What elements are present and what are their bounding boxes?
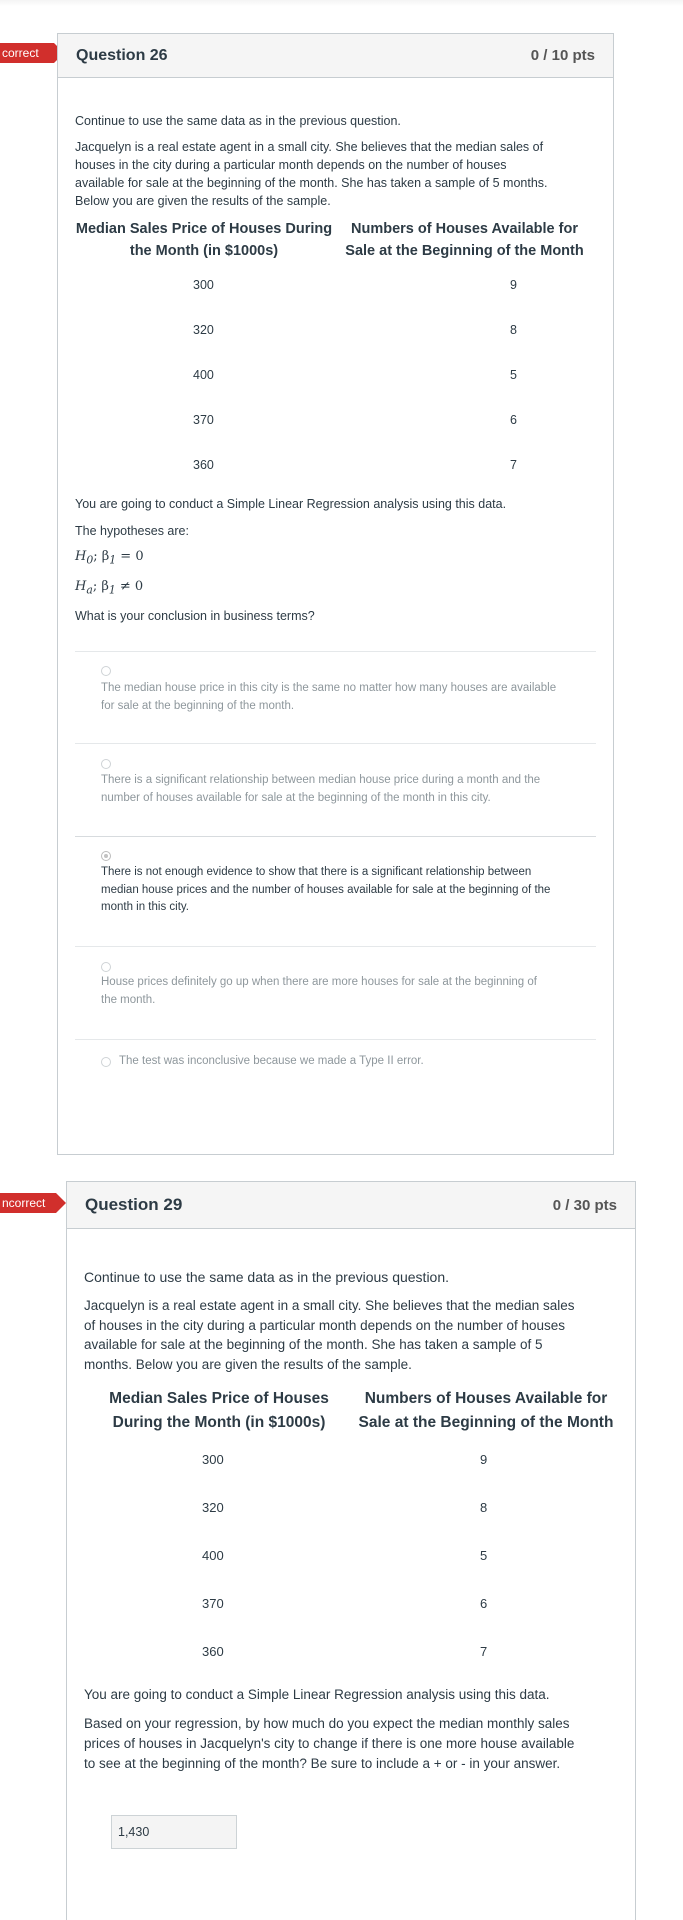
math-part: = 0 [116, 549, 144, 564]
hypotheses-label: The hypotheses are: [75, 524, 189, 538]
table-row [75, 397, 596, 442]
price-cell: 370 [193, 412, 214, 427]
table-row [84, 1531, 618, 1579]
intro-text: Continue to use the same data as in the previous question. [75, 114, 401, 128]
header-line: Sale at the Beginning of the Month [358, 1414, 614, 1431]
table-row [84, 1627, 618, 1675]
question-title: Question 29 [85, 1195, 183, 1214]
price-cell: 400 [202, 1547, 224, 1563]
header-line: the Month (in $1000s) [129, 243, 279, 259]
question-26-card [57, 33, 614, 1155]
incorrect-badge [0, 43, 54, 63]
houses-cell: 8 [510, 322, 517, 337]
answer-text [101, 974, 591, 1009]
analysis-text: You are going to conduct a Simple Linear Regression analysis using this data. [84, 1687, 550, 1702]
answer-line: number of houses available for sale at the beginning of the month in this city. [101, 791, 491, 804]
math-sub: 1 [108, 583, 116, 597]
answer-list [75, 651, 596, 1039]
table-row [84, 1435, 618, 1483]
houses-cell: 9 [510, 277, 517, 292]
houses-cell: 7 [480, 1643, 488, 1659]
scenario-line: houses in the city during a particular month depends on the number of houses [75, 158, 507, 172]
null-hypothesis: $H_0$; $\beta_1 = 0$ [75, 549, 144, 567]
answer-line: month in this city. [101, 901, 189, 913]
column-header-houses [333, 218, 596, 262]
top-shadow [0, 0, 683, 6]
answer-text [101, 680, 591, 715]
answer-option[interactable] [75, 743, 596, 836]
houses-cell: 5 [510, 367, 517, 382]
table-row [75, 352, 596, 397]
incorrect-badge-label: correct [2, 46, 39, 60]
analysis-text: You are going to conduct a Simple Linear Regression analysis using this data. [75, 497, 507, 511]
price-cell: 360 [202, 1643, 224, 1659]
question-29-card [66, 1181, 636, 1920]
data-table [75, 218, 596, 487]
question-line: prices of houses in Jacquelyn's city to change if there is one more house available [84, 1736, 575, 1751]
incorrect-badge [0, 1193, 56, 1213]
math-sub: 1 [109, 553, 117, 567]
scenario-line: available for sale at the beginning of the month. She has taken a sample of 5 months. [75, 176, 548, 190]
price-cell: 320 [202, 1499, 224, 1515]
question-title: Question 26 [76, 46, 168, 64]
price-cell: 370 [202, 1595, 224, 1611]
header-line: Sale at the Beginning of the Month [345, 243, 584, 259]
table-row [75, 442, 596, 487]
math-part: ≠ 0 [115, 579, 144, 594]
price-cell: 300 [202, 1451, 224, 1467]
table-row [75, 307, 596, 352]
header-line: Median Sales Price of Houses During [75, 221, 333, 237]
radio-button-selected[interactable] [101, 851, 111, 861]
question-line: Based on your regression, by how much do you expect the median monthly sales [84, 1716, 570, 1731]
alternative-hypothesis: $H_a$; $\beta_1 \ne 0$ [75, 579, 144, 597]
answer-option[interactable] [75, 651, 596, 743]
answer-line: the month. [101, 993, 156, 1006]
houses-cell: 9 [480, 1451, 488, 1467]
incorrect-badge-label: ncorrect [2, 1196, 46, 1210]
answer-area [84, 1774, 618, 1854]
answer-text [101, 864, 591, 917]
table-row [75, 262, 596, 307]
math-sub: a [86, 583, 93, 597]
scenario-line: available for sale at the beginning of the month. She has taken a sample of 5 [84, 1337, 543, 1352]
answer-option[interactable] [75, 946, 596, 1038]
price-cell: 400 [193, 367, 214, 382]
question-prompt: What is your conclusion in business terms? [75, 609, 315, 623]
question-line: to see at the beginning of the month? Be sure to include a + or - in your answer. [84, 1756, 561, 1771]
price-cell: 320 [193, 322, 214, 337]
scenario-line: Below you are given the results of the sample. [75, 194, 331, 208]
answer-text: The test was inconclusive because we made a Type II error. [119, 1055, 424, 1067]
question-points: 0 / 10 pts [530, 47, 595, 64]
scenario-line: of houses in the city during a particular month depends on the number of houses [84, 1317, 566, 1333]
header-line: Numbers of Houses Available for [364, 1390, 608, 1407]
radio-button[interactable] [101, 962, 111, 972]
price-cell: 300 [193, 277, 214, 292]
table-row [84, 1579, 618, 1627]
question-points: 0 / 30 pts [552, 1196, 617, 1214]
price-cell: 360 [193, 457, 214, 472]
houses-cell: 5 [480, 1547, 488, 1563]
header-line: Median Sales Price of Houses [109, 1390, 329, 1407]
answer-line: The median house price in this city is the same no matter how many houses are available [101, 682, 557, 694]
question-29-header [67, 1182, 635, 1229]
regression-question [84, 1714, 618, 1774]
header-line: Numbers of Houses Available for [351, 221, 578, 237]
answer-line: median house prices and the number of houses available for sale at the beginning of the [101, 883, 551, 896]
scenario-line: Jacquelyn is a real estate agent in a small city. She believes that the median sales of [75, 140, 544, 154]
answer-line: for sale at the beginning of the month. [101, 699, 295, 712]
question-26-header [58, 34, 613, 78]
math-part: ; β [93, 549, 110, 564]
table-row [84, 1483, 618, 1531]
question-26-body [58, 112, 613, 1093]
scenario-line: months. Below you are given the results of the sample. [84, 1356, 412, 1372]
table-header-row [84, 1387, 618, 1435]
header-line: During the Month (in $1000s) [112, 1414, 326, 1431]
answer-input[interactable]: 1,430 [111, 1815, 237, 1849]
houses-cell: 7 [510, 457, 517, 472]
houses-cell: 6 [510, 412, 517, 427]
scenario-line: Jacquelyn is a real estate agent in a small city. She believes that the median sales [84, 1298, 575, 1313]
answer-line: There is not enough evidence to show that there is a significant relationship between [101, 866, 532, 878]
radio-button[interactable] [101, 1057, 111, 1067]
answer-line: There is a significant relationship between median house price during a month and the [101, 774, 541, 786]
radio-button[interactable] [101, 666, 111, 676]
houses-cell: 8 [480, 1499, 488, 1515]
table-header-row [75, 218, 596, 262]
scenario-text [75, 138, 596, 210]
answer-option[interactable] [75, 1039, 596, 1093]
answer-line: House prices definitely go up when there are more houses for sale at the beginning of [101, 976, 537, 988]
radio-button[interactable] [101, 759, 111, 769]
column-header-price [84, 1387, 354, 1435]
houses-cell: 6 [480, 1595, 488, 1611]
scenario-text [84, 1296, 618, 1374]
question-29-body [67, 1267, 635, 1854]
intro-text: Continue to use the same data as in the previous question. [84, 1269, 450, 1285]
column-header-houses [354, 1387, 618, 1435]
answer-text [101, 772, 591, 807]
math-part: ; β [92, 579, 109, 594]
math-sub: 0 [86, 553, 94, 567]
answer-option-selected[interactable] [75, 836, 596, 946]
data-table [84, 1387, 618, 1675]
column-header-price [75, 218, 333, 262]
